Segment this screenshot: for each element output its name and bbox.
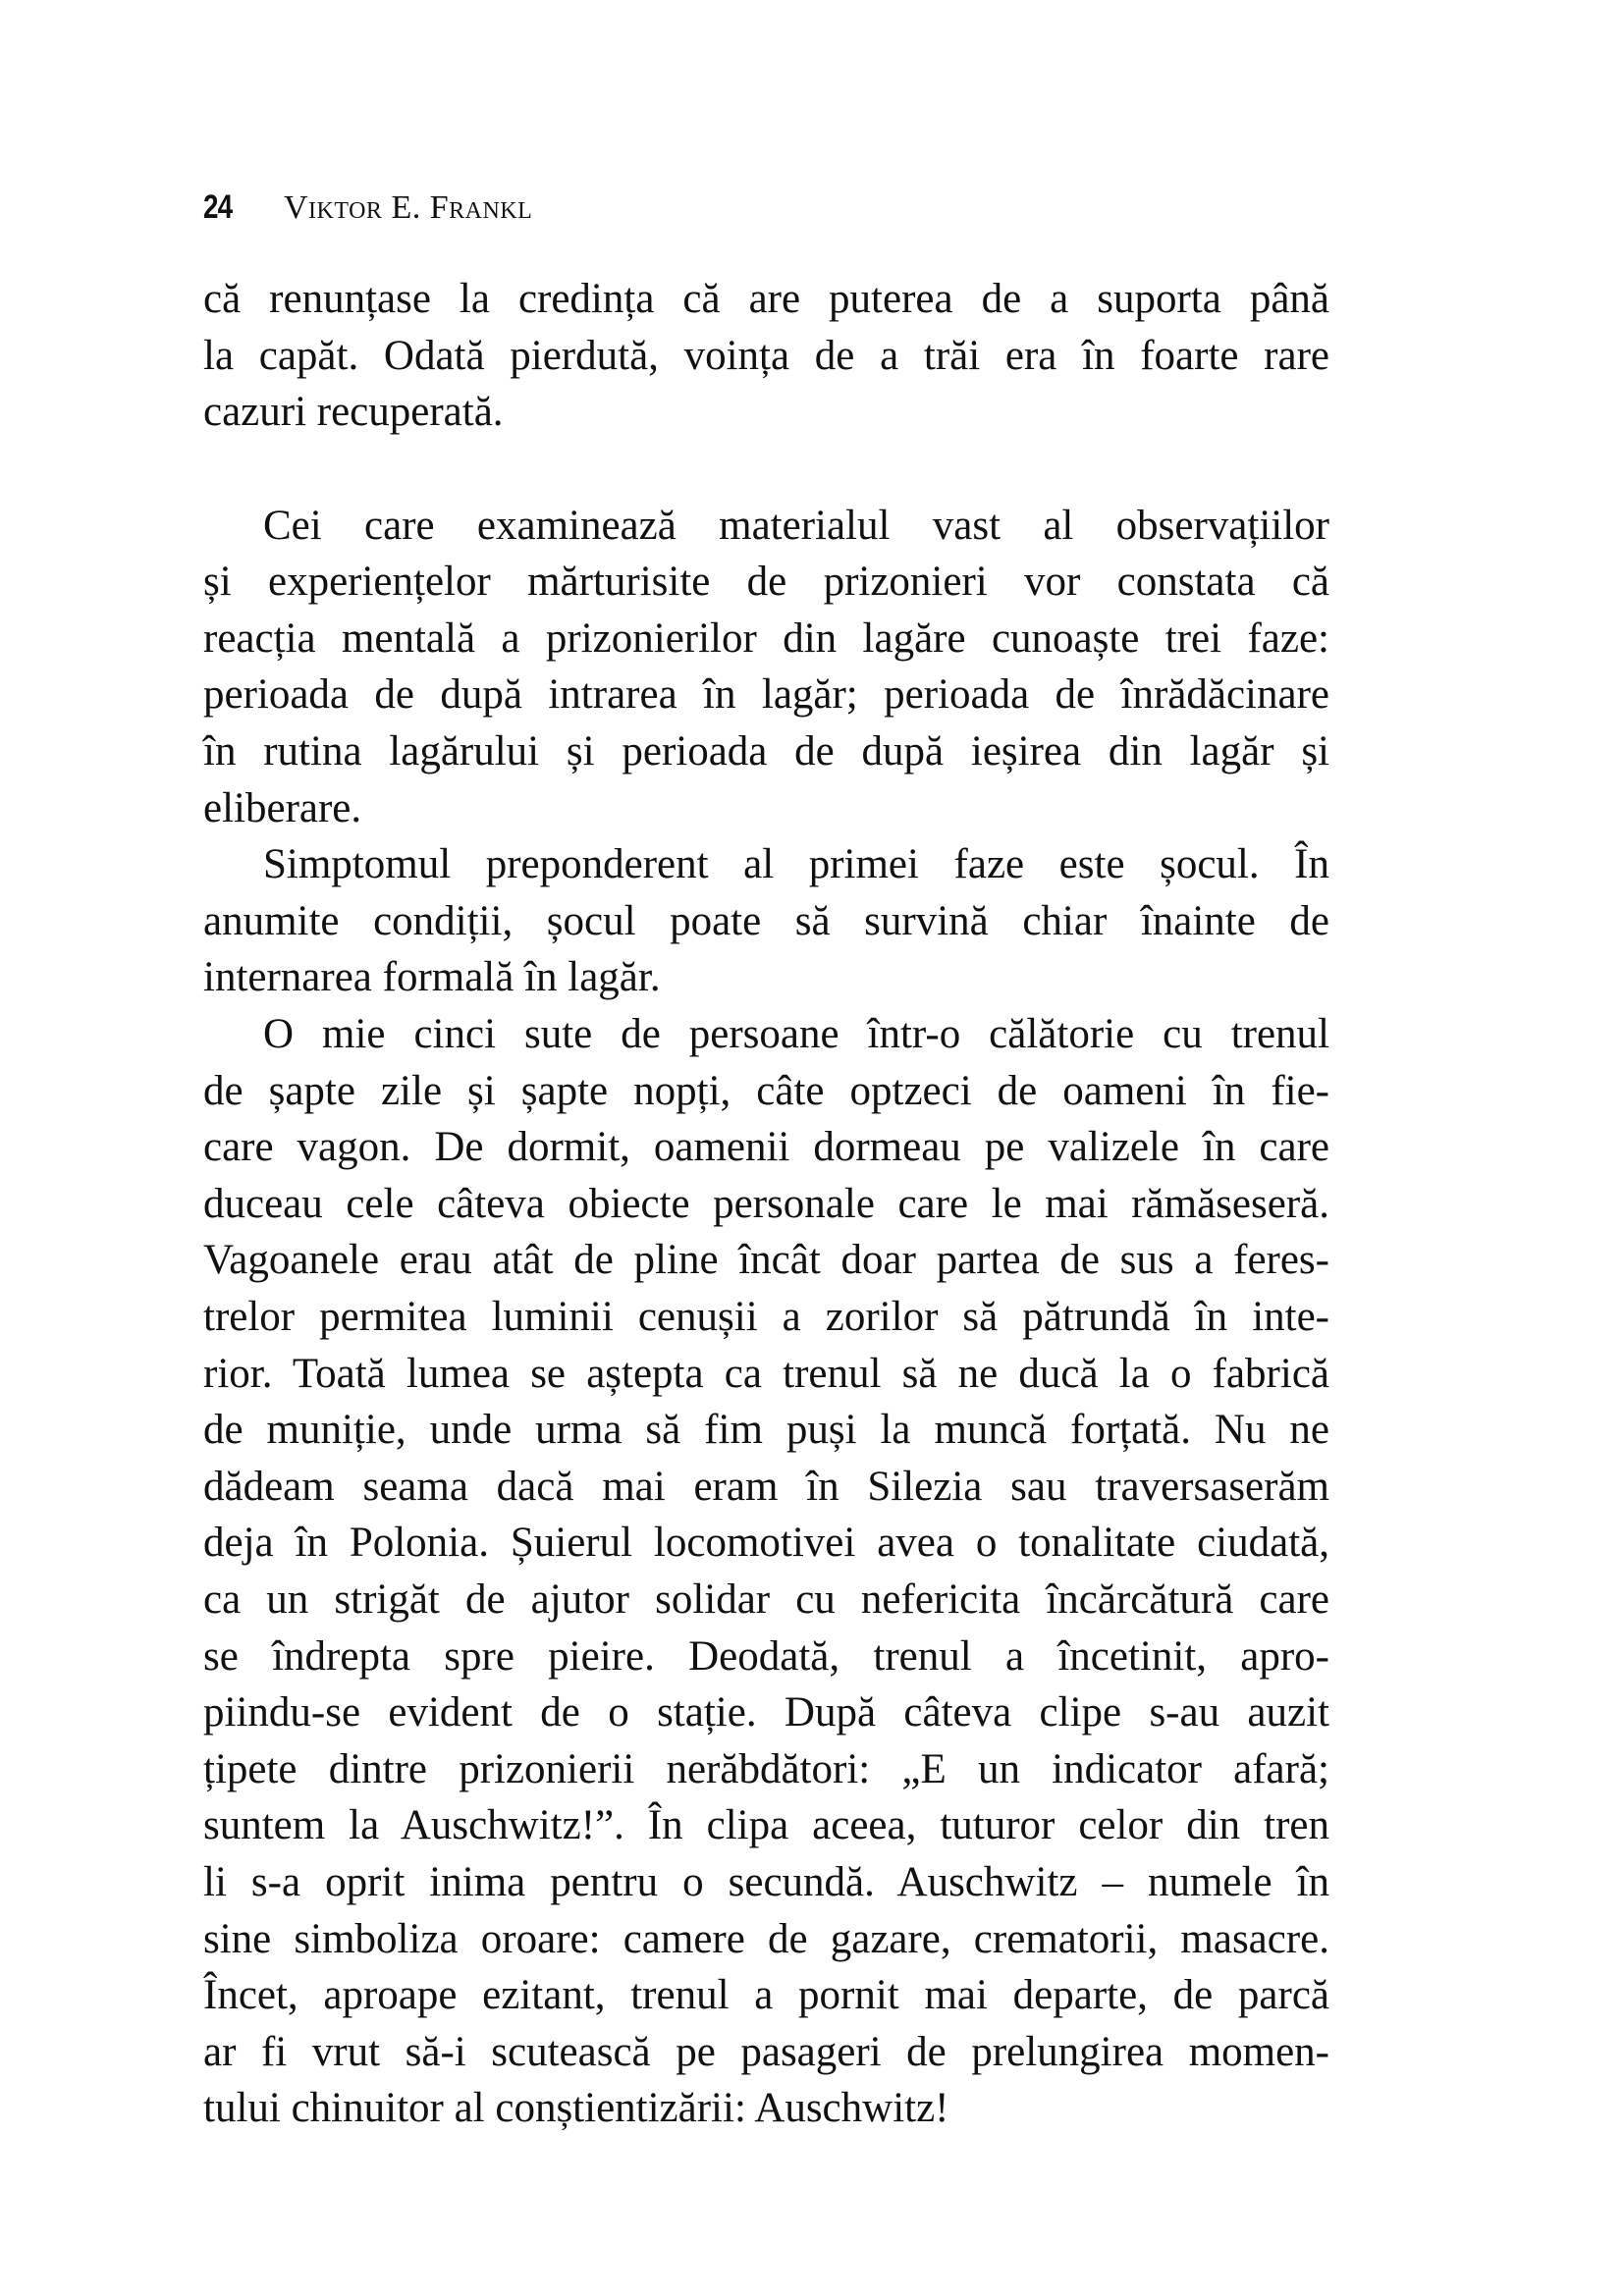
text-line: dădeam seama dacă mai eram în Silezia sau traversaserăm — [203, 1464, 1329, 1510]
text-line: de șapte zile și șapte nopți, câte optzeci de oameni în fie- — [203, 1068, 1329, 1114]
page-number: 24 — [203, 188, 233, 226]
text-line: că renunțase la credința că are puterea de a suporta până — [203, 276, 1329, 322]
text-line: țipete dintre prizonierii nerăbdători: „E un indicator afară; — [203, 1746, 1329, 1792]
text-line: tului chinuitor al conștientizării: Auschwitz! — [203, 2085, 949, 2131]
text-line: eliberare. — [203, 785, 362, 831]
text-line: Încet, aproape ezitant, trenul a pornit mai departe, de parcă — [203, 1972, 1329, 2018]
text-line: la capăt. Odată pierdută, voința de a trăi era în foarte rare — [203, 333, 1329, 379]
text-line: trelor permitea luminii cenușii a zorilor să pătrundă în inte- — [203, 1294, 1329, 1340]
text-line: duceau cele câteva obiecte personale care le mai rămăseseră. — [203, 1181, 1329, 1227]
text-line: li s-a oprit inima pentru o secundă. Auschwitz – numele în — [203, 1859, 1329, 1905]
running-head — [203, 188, 532, 228]
running-head-author: Viktor E. Frankl — [284, 189, 533, 226]
paragraph-first-line: Cei care examinează materialul vast al observațiilor — [263, 503, 1329, 549]
text-line: ar fi vrut să-i scutească pe pasageri de prelungirea momen- — [203, 2029, 1329, 2075]
text-line: care vagon. De dormit, oamenii dormeau pe valizele în care — [203, 1124, 1329, 1170]
text-line: și experiențelor mărturisite de prizonieri vor constata că — [203, 559, 1329, 605]
text-line: anumite condiții, șocul poate să survină chiar înainte de — [203, 898, 1329, 944]
text-line: ca un strigăt de ajutor solidar cu nefericita încărcătură care — [203, 1576, 1329, 1623]
text-line: sine simboliza oroare: camere de gazare, crematorii, masacre. — [203, 1916, 1329, 1962]
text-line: de muniție, unde urma să fim puși la muncă forțată. Nu ne — [203, 1407, 1329, 1453]
text-line: suntem la Auschwitz!”. În clipa aceea, tuturor celor din tren — [203, 1802, 1329, 1848]
text-line: în rutina lagărului și perioada de după ieșirea din lagăr și — [203, 728, 1329, 774]
text-line: internarea formală în lagăr. — [203, 954, 661, 1000]
paragraph-first-line: O mie cinci sute de persoane într-o călătorie cu trenul — [263, 1011, 1329, 1057]
text-line: se îndrepta spre pieire. Deodată, trenul a încetinit, apro- — [203, 1633, 1329, 1680]
text-line: deja în Polonia. Șuierul locomotivei avea o tonalitate ciudată, — [203, 1520, 1329, 1566]
paragraph-first-line: Simptomul preponderent al primei faze este șocul. În — [263, 841, 1329, 887]
text-line: piindu-se evident de o stație. După câteva clipe s-au auzit — [203, 1689, 1329, 1735]
text-line: Vagoanele erau atât de pline încât doar partea de sus a feres- — [203, 1237, 1329, 1283]
text-line: reacția mentală a prizonierilor din lagăre cunoaște trei faze: — [203, 615, 1329, 662]
text-line: rior. Toată lumea se aștepta ca trenul să ne ducă la o fabrică — [203, 1351, 1329, 1397]
text-line: perioada de după intrarea în lagăr; perioada de înrădăcinare — [203, 671, 1329, 718]
text-line: cazuri recuperată. — [203, 389, 504, 435]
